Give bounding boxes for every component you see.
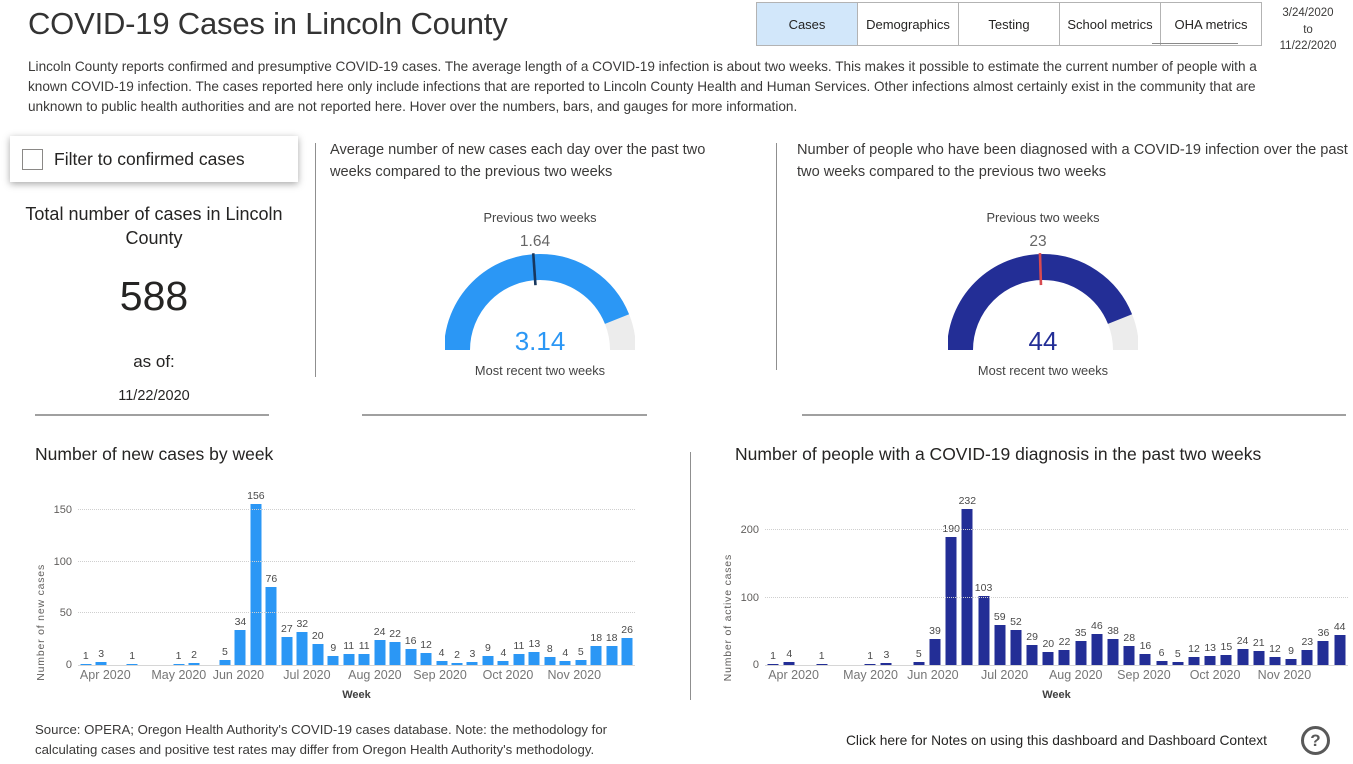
bar-value-label: 9 [485,641,491,654]
bar-value-label: 21 [1252,636,1265,649]
bar-value-label: 27 [280,623,293,636]
source-note: Source: OPERA; Oregon Health Authority's COVID-19 cases database. Note: the methodology for calculating cases and positive test rates may differ from Oregon Health Authority's methodology. [35,722,608,757]
y-tick: 100 [53,555,72,568]
date-range-start: 3/24/2020 [1282,7,1334,19]
bar[interactable] [127,664,138,665]
bar-value-label: 4 [438,646,445,659]
week-slot [814,500,830,665]
bar-value-label: 9 [1288,644,1295,657]
bar-value-label: 103 [974,581,993,594]
month-label: Apr 2020 [768,668,819,682]
total-cases-title: Total number of cases in Lincoln County [25,204,283,249]
week-slot [465,500,480,665]
bar-value-label: 76 [265,572,278,585]
bar[interactable] [250,504,261,665]
total-cases-card [8,202,300,404]
bar[interactable] [421,653,432,665]
bar[interactable] [343,654,354,665]
bar-value-label: 22 [389,628,401,641]
week-slot [527,500,542,665]
month-label: Apr 2020 [79,668,131,682]
bar-value-label: 52 [1010,615,1022,628]
bar-value-label: 13 [1204,642,1216,655]
y-axis-ticks [737,500,765,671]
week-slot [862,500,878,665]
week-slot [1137,500,1153,665]
bar-value-label: 3 [469,647,476,660]
date-range-underline [1152,43,1238,44]
bar[interactable] [913,662,924,665]
date-range [1272,5,1344,55]
week-slot [1073,500,1089,665]
bar-value-label: 11 [343,639,355,652]
bar[interactable] [235,630,246,665]
bar-value-label: 29 [1026,631,1038,644]
week-slot [1024,500,1040,665]
week-slot [93,500,108,665]
month-label: Nov 2020 [1257,668,1312,682]
week-slot [619,500,634,665]
bar[interactable] [1043,652,1054,665]
bar-value-label: 12 [420,638,432,651]
bar[interactable] [1075,641,1086,665]
bar[interactable] [297,632,308,665]
bar-value-label: 39 [929,624,941,637]
y-axis-ticks [50,500,78,671]
week-slot [1056,500,1072,665]
week-slot [449,500,464,665]
bar-value-label: 11 [513,639,525,652]
week-slot [341,500,356,665]
bar[interactable] [1269,657,1280,665]
bar-value-label: 12 [1269,642,1281,655]
bar[interactable] [784,662,795,665]
week-slot [186,500,201,665]
plot-area [765,494,1348,666]
bar-value-label: 2 [191,648,197,661]
bar-value-label: 24 [1236,634,1249,647]
gauge-value-label: Most recent two weeks [977,362,1109,378]
month-label: Nov 2020 [547,668,602,682]
month-label: Oct 2020 [482,668,534,682]
y-tick: 0 [65,659,72,671]
bar-value-label: 28 [1123,632,1136,645]
bars [765,494,1348,665]
bar[interactable] [1027,645,1038,665]
week-slot [830,500,846,665]
y-axis-label: Number of new cases [35,564,47,681]
week-slot [975,500,991,665]
bar[interactable] [962,509,973,665]
bar-value-label: 1 [82,649,89,662]
bar-value-label: 12 [1188,642,1200,655]
bar[interactable] [1188,657,1199,665]
y-tick: 100 [740,591,759,604]
x-axis-title: Week [1042,689,1071,701]
tab-oha-metrics[interactable]: OHA metrics [1160,2,1262,46]
bar[interactable] [405,649,416,666]
bar-value-label: 13 [528,637,541,650]
week-slot [765,500,781,665]
divider-vertical [690,452,691,700]
bar[interactable] [1156,661,1167,665]
tab-cases[interactable]: Cases [756,2,858,46]
bar[interactable] [622,638,633,665]
help-icon[interactable]: ? [1301,726,1330,755]
y-tick: 0 [752,659,759,671]
bar[interactable] [865,664,876,665]
bar[interactable] [451,663,462,665]
week-slot [279,500,294,665]
bar-value-label: 5 [915,647,922,660]
bar-value-label: 5 [222,645,228,658]
tab-bar [757,2,1262,46]
bar-value-label: 15 [1220,640,1233,653]
bar-value-label: 190 [942,523,960,536]
bar[interactable] [374,640,385,665]
week-slot [927,500,943,665]
tab-testing[interactable]: Testing [958,2,1060,46]
bar-value-label: 3 [883,648,890,661]
week-slot [1283,500,1299,665]
bar[interactable] [1302,650,1313,665]
bar-value-label: 6 [1158,646,1165,659]
week-slot [1267,500,1283,665]
week-slot [1105,500,1121,665]
gauge-value: 3.14 [514,325,566,356]
gauge-target-value: 23 [1029,232,1047,250]
gauge-target-needle [1040,253,1041,285]
month-label: Jul 2020 [980,668,1029,682]
x-axis-labels [78,668,635,687]
bar[interactable] [1091,634,1102,665]
week-slot [1121,500,1137,665]
week-slot [1089,500,1105,665]
week-slot [797,500,813,665]
week-slot [1315,500,1331,665]
gauge-card-diagnosed [797,140,1349,378]
week-slot [295,500,310,665]
as-of-date: 11/22/2020 [118,387,190,404]
date-range-to: to [1303,23,1313,36]
divider-vertical [315,143,316,377]
gauge-card-new-cases [330,140,750,378]
bar[interactable] [513,654,524,665]
week-slot [943,500,959,665]
week-slot [326,500,341,665]
week-slot [310,500,325,665]
bar-value-label: 23 [1301,635,1314,648]
week-slot [217,500,232,665]
bar-value-label: 46 [1091,620,1103,633]
month-label: Oct 2020 [1189,668,1241,682]
week-slot [155,500,170,665]
bar-value-label: 26 [621,624,633,637]
bar[interactable] [96,662,107,665]
bar-value-label: 22 [1058,636,1071,649]
gauge-chart[interactable] [948,253,1138,356]
week-slot [264,500,279,665]
week-slot [958,494,977,665]
week-slot [895,500,911,665]
bar-value-label: 16 [404,634,417,647]
as-of-label: as of: [133,351,175,371]
week-slot [140,500,155,665]
bar-value-label: 4 [786,648,793,661]
bar[interactable] [1221,655,1232,665]
week-slot [1008,500,1024,665]
x-axis-labels [765,668,1348,687]
tab-school-metrics[interactable]: School metrics [1059,2,1161,46]
week-slot [434,500,449,665]
bar-value-label: 4 [500,646,507,659]
bar[interactable] [390,642,401,665]
week-slot [846,500,862,665]
bar-value-label: 5 [577,645,584,658]
month-label: Aug 2020 [1048,668,1103,682]
bar[interactable] [482,656,493,665]
gauge-target-value: 1.64 [519,232,551,250]
bar[interactable] [1140,654,1151,665]
gridline [765,597,1348,598]
week-slot [1202,500,1218,665]
bar[interactable] [219,660,230,665]
week-slot [911,500,927,665]
month-label: Sep 2020 [413,668,467,682]
bar-chart-new-cases [35,490,635,701]
week-slot [1154,500,1170,665]
bar-value-label: 44 [1333,621,1346,634]
bar-value-label: 1 [770,650,777,663]
week-slot [387,500,402,665]
bar-value-label: 5 [1174,647,1181,660]
filter-card [10,136,298,182]
month-label: Jul 2020 [283,668,331,682]
month-label: Sep 2020 [1117,668,1171,682]
week-slot [418,500,433,665]
week-slot [247,490,265,665]
y-tick: 150 [53,504,72,517]
bar[interactable] [189,663,200,665]
month-label: Jun 2020 [212,668,265,682]
bar[interactable] [544,657,555,665]
week-slot [356,500,371,665]
gauge-target-label: Previous two weeks [986,209,1100,225]
week-slot [1040,500,1056,665]
bar[interactable] [1237,649,1248,665]
bar[interactable] [1010,630,1021,665]
date-range-end: 11/22/2020 [1279,40,1337,53]
bar-value-label: 36 [1317,626,1330,639]
week-slot [1218,500,1234,665]
gridline [765,529,1348,530]
bar-value-label: 18 [605,632,618,645]
week-slot [124,500,139,665]
week-slot [992,500,1008,665]
bar-value-label: 59 [993,611,1006,624]
week-slot [1332,500,1348,665]
bar[interactable] [359,654,370,665]
week-slot [233,500,248,665]
bar[interactable] [978,596,989,665]
chart-title-active-cases: Number of people with a COVID-19 diagnosis in the past two weeks [735,444,1262,464]
month-label: May 2020 [843,668,898,682]
week-slot [403,500,418,665]
bar[interactable] [816,664,827,665]
gauge-title: Number of people who have been diagnosed with a COVID-19 infection over the past two weeks compared to the previous two weeks [797,142,1348,180]
bar-value-label: 34 [234,615,247,628]
gridline [78,561,635,562]
bar-value-label: 9 [330,641,337,654]
week-slot [1299,500,1315,665]
month-label: May 2020 [151,668,207,682]
week-slot [542,500,557,665]
bar-value-label: 35 [1074,627,1087,640]
bar[interactable] [994,625,1005,665]
month-label: Aug 2020 [348,668,402,682]
gauge-value-label: Most recent two weeks [474,362,606,378]
bar[interactable] [281,637,292,665]
bar[interactable] [173,664,184,665]
filter-label: Filter to confirmed cases [54,148,245,169]
bar-value-label: 3 [98,647,105,660]
bar-value-label: 1 [867,650,874,663]
bar-value-label: 11 [358,639,370,652]
week-slot [878,500,894,665]
week-slot [1251,500,1267,665]
week-slot [171,500,186,665]
bar[interactable] [467,662,478,665]
bar-value-label: 1 [818,650,825,663]
bar-value-label: 18 [590,632,603,645]
bar-value-label: 8 [546,642,553,655]
bar[interactable] [1059,650,1070,665]
bar-value-label: 20 [1042,637,1055,650]
tab-demographics[interactable]: Demographics [857,2,959,46]
bar-value-label: 156 [247,490,265,503]
bar[interactable] [436,661,447,665]
divider-horizontal [362,414,647,416]
gauge-value: 44 [1028,325,1058,356]
divider-horizontal [802,414,1346,416]
bar[interactable] [929,639,940,665]
bar[interactable] [1318,641,1329,665]
bar-value-label: 32 [296,618,309,630]
gauge-title: Average number of new cases each day over the past two weeks compared to the previous two weeks [330,142,706,180]
bar-value-label: 232 [958,494,977,507]
bar[interactable] [946,537,957,665]
gridline [78,612,635,613]
bar-value-label: 2 [454,648,460,661]
bar-value-label: 24 [373,626,386,639]
week-slot [511,500,526,665]
bar[interactable] [1205,656,1216,665]
bars [78,490,635,665]
y-tick: 50 [59,607,72,620]
bar-value-label: 4 [562,646,569,659]
bar[interactable] [1172,662,1183,665]
week-slot [480,500,495,665]
bar[interactable] [881,663,892,665]
bar[interactable] [529,652,540,665]
bar[interactable] [498,661,509,665]
bar[interactable] [560,661,571,665]
filter-checkbox[interactable] [22,149,43,170]
month-label: Jun 2020 [907,668,959,682]
bar[interactable] [1253,651,1264,665]
gauge-target-label: Previous two weeks [483,209,597,225]
bar-value-label: 38 [1107,625,1119,638]
bar[interactable] [328,656,339,665]
bar[interactable] [575,660,586,665]
bar-value-label: 20 [311,630,324,643]
bar[interactable] [1286,659,1297,665]
bar-value-label: 1 [175,649,182,662]
page-title: COVID-19 Cases in Lincoln County [28,6,508,41]
week-slot [202,500,217,665]
week-slot [588,500,603,665]
gauge-chart[interactable] [445,253,635,356]
intro-text: Lincoln County reports confirmed and presumptive COVID-19 cases. The average length of a COVID-19 infection is about two weeks. This makes it possible to estimate the current number of people with a known COVID-19 infection. The cases reported here only include infections that are reported to Lincoln County Health and Human Services. Other infections almost certainly exist in the community that are unknown to public health authorities and are not reported here. Hover over the numbers, bars, and gauges for more information. [28,59,1257,114]
bar-chart-active-cases [722,494,1348,701]
divider-vertical [776,143,777,370]
bar-value-label: 16 [1139,640,1152,653]
bar[interactable] [80,664,91,665]
notes-row [820,726,1330,755]
week-slot [372,500,387,665]
bar[interactable] [1334,635,1345,665]
chart-title-new-cases: Number of new cases by week [35,444,274,464]
bar[interactable] [1124,646,1135,665]
bar[interactable] [312,644,323,665]
bar[interactable] [591,646,602,665]
bar[interactable] [768,664,779,665]
week-slot [78,500,93,665]
total-cases-value: 588 [119,272,189,319]
week-slot [1234,500,1250,665]
week-slot [558,500,573,665]
x-axis-title: Week [342,689,371,701]
week-slot [1170,500,1186,665]
week-slot [1186,500,1202,665]
week-slot [604,500,619,665]
plot-area [78,490,635,666]
bar-value-label: 1 [129,649,136,662]
week-slot [573,500,588,665]
week-slot [109,500,124,665]
bar[interactable] [266,587,277,665]
bar[interactable] [1108,639,1119,665]
gridline [78,509,635,510]
divider-horizontal [35,414,269,416]
week-slot [496,500,511,665]
bar[interactable] [606,646,617,665]
y-tick: 200 [740,524,759,537]
y-axis-label: Number of active cases [722,553,734,681]
notes-link[interactable]: Click here for Notes on using this dashboard and Dashboard Context [845,733,1268,748]
week-slot [781,500,797,665]
